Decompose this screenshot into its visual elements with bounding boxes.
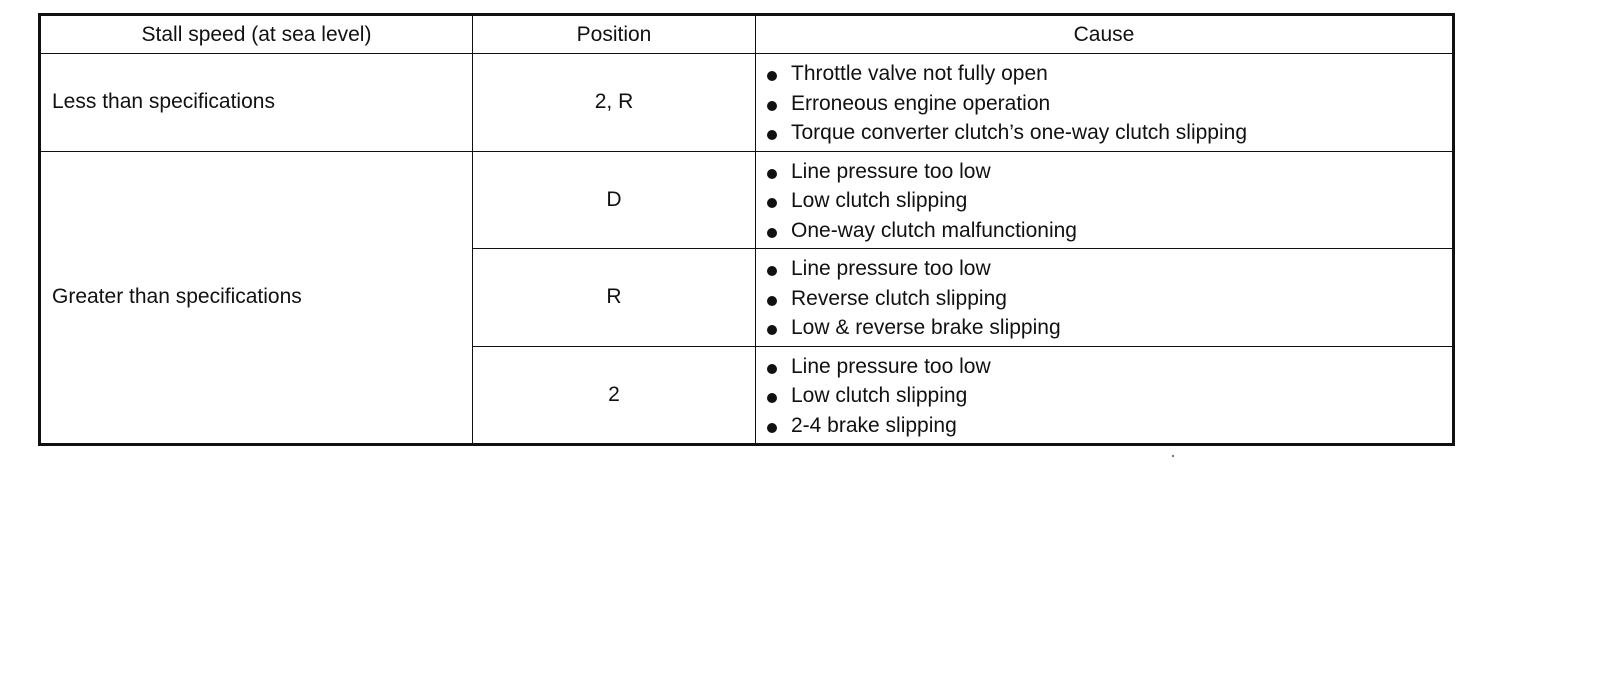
cause-list	[764, 352, 1444, 441]
cause-list	[764, 59, 1444, 148]
position-cell: 2, R	[473, 54, 756, 152]
scan-speck	[1172, 455, 1174, 457]
cause-item: Line pressure too low	[764, 157, 1444, 187]
stall-speed-table	[38, 13, 1455, 446]
header-stall-speed: Stall speed (at sea level)	[40, 15, 473, 54]
position-cell: R	[473, 249, 756, 347]
cause-item: Low & reverse brake slipping	[764, 313, 1444, 343]
header-cause: Cause	[756, 15, 1454, 54]
cause-item: Erroneous engine operation	[764, 89, 1444, 119]
cause-item: Line pressure too low	[764, 352, 1444, 382]
table-row	[40, 151, 1454, 249]
stall-speed-cell: Greater than specifications	[40, 151, 473, 445]
cause-item: One-way clutch malfunctioning	[764, 216, 1444, 246]
cause-list	[764, 254, 1444, 343]
header-row	[40, 15, 1454, 54]
cause-item: Throttle valve not fully open	[764, 59, 1444, 89]
position-cell: D	[473, 151, 756, 249]
cause-cell	[756, 54, 1454, 152]
table-row	[40, 54, 1454, 152]
cause-item: Reverse clutch slipping	[764, 284, 1444, 314]
cause-item: Line pressure too low	[764, 254, 1444, 284]
cause-cell	[756, 346, 1454, 445]
cause-cell	[756, 151, 1454, 249]
stall-speed-cell: Less than specifications	[40, 54, 473, 152]
cause-item: Torque converter clutch’s one-way clutch slipping	[764, 118, 1444, 148]
cause-item: 2-4 brake slipping	[764, 411, 1444, 441]
cause-list	[764, 157, 1444, 246]
cause-cell	[756, 249, 1454, 347]
position-cell: 2	[473, 346, 756, 445]
cause-item: Low clutch slipping	[764, 186, 1444, 216]
header-position: Position	[473, 15, 756, 54]
cause-item: Low clutch slipping	[764, 381, 1444, 411]
